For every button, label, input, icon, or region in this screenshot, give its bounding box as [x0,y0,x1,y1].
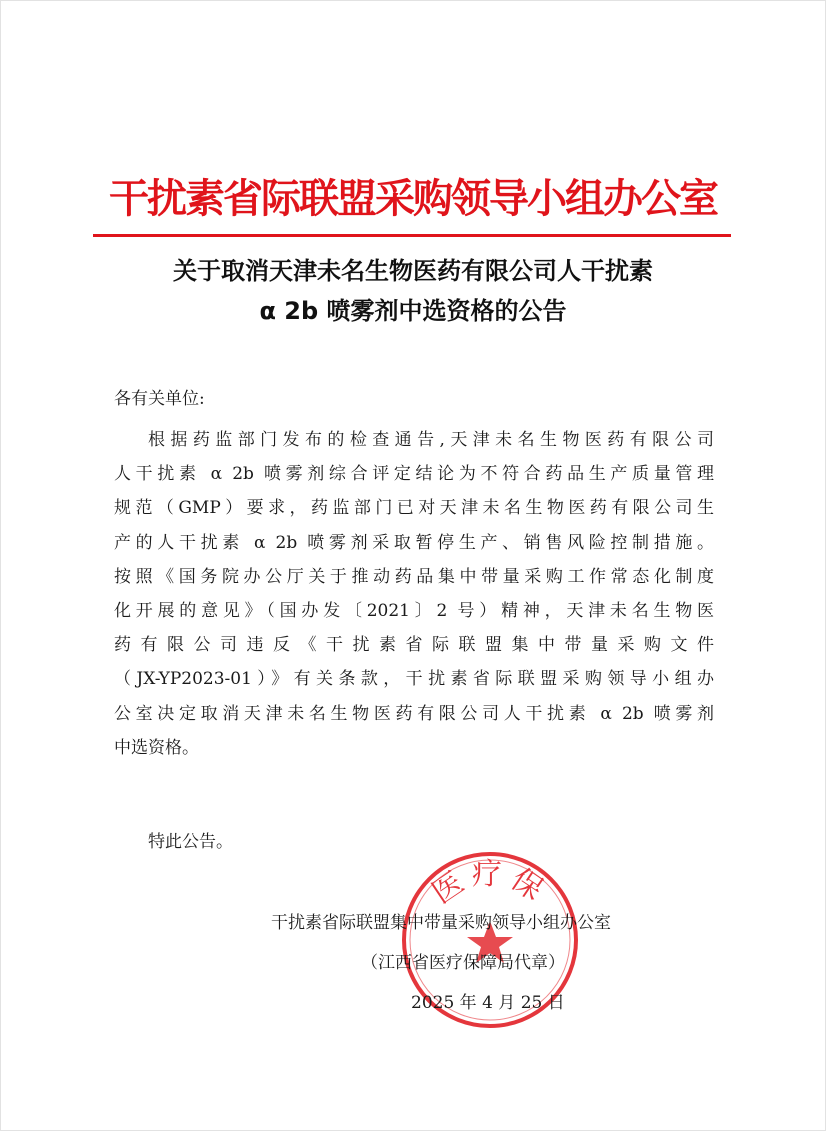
letterhead-red-rule [93,234,731,237]
body-line: 人干扰素 α 2b 喷雾剂综合评定结论为不符合药品生产质量管理 [114,464,714,485]
body-line: 公室决定取消天津未名生物医药有限公司人干扰素 α 2b 喷雾剂 [114,703,714,724]
signature-block [271,903,711,1023]
document-title-line-1: 关于取消天津未名生物医药有限公司人干扰素 [173,257,653,285]
letterhead-title: 干扰素省际联盟采购领导小组办公室 [109,175,717,222]
salutation: 各有关单位: [114,389,205,409]
document-title [61,251,765,331]
seal-text: 医疗保 [426,857,554,912]
closing-remark: 特此公告。 [148,832,233,852]
body-line: 产的人干扰素 α 2b 喷雾剂采取暂停生产、销售风险控制措施。 [114,532,714,553]
document-title-line-2: α 2b 喷雾剂中选资格的公告 [259,297,567,325]
signature-organization: 干扰素省际联盟集中带量采购领导小组办公室 [271,913,611,933]
body-line: 中选资格。 [114,737,199,758]
body-line: （JX-YP2023-01）》有关条款，干扰素省际联盟采购领导小组办 [114,669,714,690]
body-line: 规范（GMP）要求，药监部门已对天津未名生物医药有限公司生 [114,498,714,519]
signature-date: 2025 年 4 月 25 日 [411,993,565,1013]
body-line: 根据药监部门发布的检查通告,天津未名生物医药有限公司 [148,430,714,450]
body-line: 药有限公司违反《干扰素省际联盟集中带量采购文件 [114,635,714,656]
body-line: 按照《国务院办公厅关于推动药品集中带量采购工作常态化制度 [114,566,714,587]
body-line: 化开展的意见》（国办发〔2021〕2 号）精神，天津未名生物医 [114,600,714,621]
signature-proxy-note: （江西省医疗保障局代章） [361,953,565,973]
body-paragraph [114,423,714,765]
